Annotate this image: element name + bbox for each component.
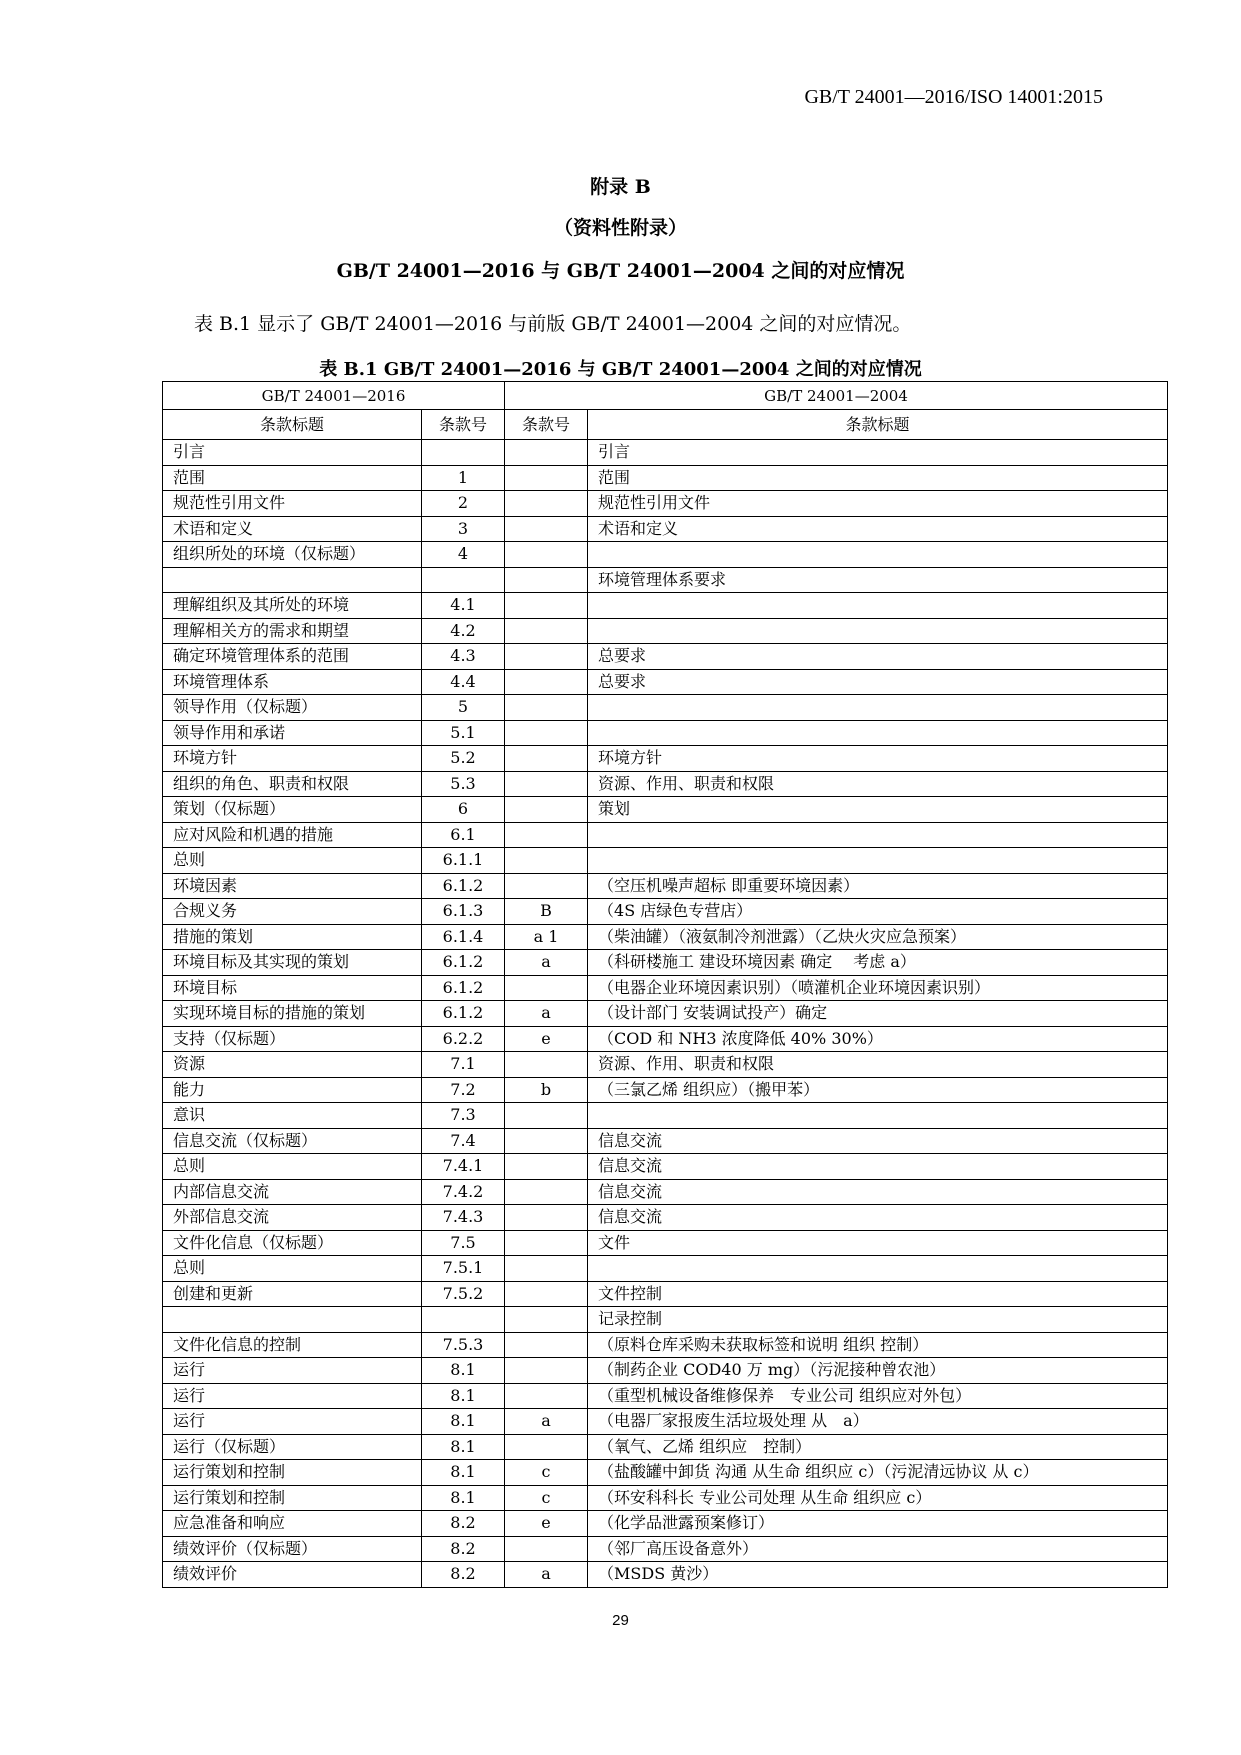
table-row — [163, 1434, 1168, 1460]
new-clause-number: 4.1 — [422, 593, 505, 619]
new-clause-title: 外部信息交流 — [163, 1205, 422, 1231]
old-clause-title: 范围 — [588, 465, 1168, 491]
new-clause-number: 6.1.4 — [422, 924, 505, 950]
old-clause-title: （电器厂家报废生活垃圾处理 从 a） — [588, 1409, 1168, 1435]
old-clause-number — [505, 669, 588, 695]
new-clause-number: 7.5.3 — [422, 1332, 505, 1358]
table-row — [163, 720, 1168, 746]
old-clause-title: 信息交流 — [588, 1128, 1168, 1154]
old-clause-title: （MSDS 黄沙） — [588, 1562, 1168, 1588]
old-clause-number — [505, 1536, 588, 1562]
old-clause-number — [505, 1383, 588, 1409]
table-row — [163, 797, 1168, 823]
old-clause-number — [505, 1434, 588, 1460]
table-row — [163, 924, 1168, 950]
new-clause-title: 应对风险和机遇的措施 — [163, 822, 422, 848]
new-clause-number: 4 — [422, 542, 505, 568]
new-clause-title: 绩效评价 — [163, 1562, 422, 1588]
new-clause-number: 3 — [422, 516, 505, 542]
old-clause-number: a — [505, 1409, 588, 1435]
new-clause-number — [422, 440, 505, 466]
new-clause-title: 措施的策划 — [163, 924, 422, 950]
new-clause-title: 领导作用和承诺 — [163, 720, 422, 746]
old-clause-number — [505, 873, 588, 899]
new-clause-number: 7.5.1 — [422, 1256, 505, 1282]
appendix-title: 附录 B — [590, 176, 651, 198]
old-clause-number: c — [505, 1485, 588, 1511]
col-header-old-number: 条款号 — [505, 410, 588, 440]
new-clause-number: 8.2 — [422, 1562, 505, 1588]
new-clause-title: 支持（仅标题） — [163, 1026, 422, 1052]
new-clause-number: 8.1 — [422, 1383, 505, 1409]
table-row — [163, 1077, 1168, 1103]
old-clause-title: （空压机噪声超标 即重要环境因素） — [588, 873, 1168, 899]
new-clause-title: 组织所处的环境（仅标题） — [163, 542, 422, 568]
old-clause-number — [505, 975, 588, 1001]
old-clause-number: e — [505, 1026, 588, 1052]
old-clause-title: 总要求 — [588, 669, 1168, 695]
old-clause-title: （氧气、乙烯 组织应 控制） — [588, 1434, 1168, 1460]
new-clause-number: 4.4 — [422, 669, 505, 695]
new-clause-title: 意识 — [163, 1103, 422, 1129]
old-clause-title: 引言 — [588, 440, 1168, 466]
table-group-header — [163, 382, 1168, 410]
intro-paragraph: 表 B.1 显示了 GB/T 24001—2016 与前版 GB/T 24001—2004 之间的对应情况。 — [194, 313, 912, 335]
new-clause-number: 7.2 — [422, 1077, 505, 1103]
old-clause-number — [505, 1103, 588, 1129]
old-clause-title: （邻厂高压设备意外） — [588, 1536, 1168, 1562]
new-clause-number: 8.1 — [422, 1485, 505, 1511]
table-row — [163, 848, 1168, 874]
old-clause-number: c — [505, 1460, 588, 1486]
new-clause-title: 引言 — [163, 440, 422, 466]
new-clause-title: 组织的角色、职责和权限 — [163, 771, 422, 797]
new-clause-number: 6.1.1 — [422, 848, 505, 874]
table-row — [163, 873, 1168, 899]
old-clause-title: （电器企业环境因素识别）（喷灌机企业环境因素识别） — [588, 975, 1168, 1001]
table-row — [163, 695, 1168, 721]
old-clause-title: （4S 店绿色专营店） — [588, 899, 1168, 925]
new-clause-title: 资源 — [163, 1052, 422, 1078]
new-clause-title: 范围 — [163, 465, 422, 491]
table-row — [163, 465, 1168, 491]
new-clause-title: 应急准备和响应 — [163, 1511, 422, 1537]
old-clause-number — [505, 1281, 588, 1307]
table-row — [163, 1358, 1168, 1384]
new-clause-title: 确定环境管理体系的范围 — [163, 644, 422, 670]
old-clause-number — [505, 465, 588, 491]
new-clause-title: 总则 — [163, 1154, 422, 1180]
table-row — [163, 1001, 1168, 1027]
old-clause-title — [588, 822, 1168, 848]
table-row — [163, 567, 1168, 593]
old-clause-title: 资源、作用、职责和权限 — [588, 1052, 1168, 1078]
old-clause-number — [505, 542, 588, 568]
old-clause-number — [505, 440, 588, 466]
old-clause-number — [505, 618, 588, 644]
table-row — [163, 1409, 1168, 1435]
old-clause-title: （COD 和 NH3 浓度降低 40% 30%） — [588, 1026, 1168, 1052]
new-clause-number: 4.3 — [422, 644, 505, 670]
old-clause-title — [588, 1256, 1168, 1282]
table-row — [163, 618, 1168, 644]
document-code: GB/T 24001—2016/ISO 14001:2015 — [804, 86, 1103, 108]
new-clause-number: 1 — [422, 465, 505, 491]
table-row — [163, 1128, 1168, 1154]
table-row — [163, 1026, 1168, 1052]
old-clause-number: a — [505, 950, 588, 976]
old-clause-title: 信息交流 — [588, 1154, 1168, 1180]
new-clause-number: 5.3 — [422, 771, 505, 797]
new-clause-title: 运行策划和控制 — [163, 1485, 422, 1511]
table-row — [163, 1485, 1168, 1511]
col-header-new-title: 条款标题 — [163, 410, 422, 440]
old-clause-number — [505, 1256, 588, 1282]
old-clause-title: 文件 — [588, 1230, 1168, 1256]
new-clause-number: 8.1 — [422, 1460, 505, 1486]
table-row — [163, 975, 1168, 1001]
new-clause-title: 运行（仅标题） — [163, 1434, 422, 1460]
old-clause-number — [505, 593, 588, 619]
old-clause-title: 环境方针 — [588, 746, 1168, 772]
old-clause-title: 信息交流 — [588, 1205, 1168, 1231]
old-clause-number — [505, 1332, 588, 1358]
old-clause-title: （设计部门 安装调试投产）确定 — [588, 1001, 1168, 1027]
table-row — [163, 1103, 1168, 1129]
new-clause-number: 5.2 — [422, 746, 505, 772]
table-row — [163, 746, 1168, 772]
old-clause-title — [588, 695, 1168, 721]
old-clause-number — [505, 1154, 588, 1180]
new-clause-number: 6.1.2 — [422, 975, 505, 1001]
old-clause-title: 总要求 — [588, 644, 1168, 670]
new-clause-number: 8.2 — [422, 1536, 505, 1562]
new-clause-number: 8.2 — [422, 1511, 505, 1537]
table-row — [163, 491, 1168, 517]
new-clause-title: 文件化信息的控制 — [163, 1332, 422, 1358]
old-clause-title: （柴油罐）（液氨制冷剂泄露）（乙炔火灾应急预案） — [588, 924, 1168, 950]
table-row — [163, 542, 1168, 568]
old-clause-title: 策划 — [588, 797, 1168, 823]
table-row — [163, 1307, 1168, 1333]
group-header-new: GB/T 24001—2016 — [163, 382, 505, 410]
old-clause-number — [505, 848, 588, 874]
table-row — [163, 1460, 1168, 1486]
new-clause-title: 能力 — [163, 1077, 422, 1103]
new-clause-title: 术语和定义 — [163, 516, 422, 542]
new-clause-number: 6.1.2 — [422, 950, 505, 976]
new-clause-number: 8.1 — [422, 1409, 505, 1435]
group-header-old: GB/T 24001—2004 — [505, 382, 1168, 410]
new-clause-title: 环境管理体系 — [163, 669, 422, 695]
new-clause-number: 7.4.3 — [422, 1205, 505, 1231]
old-clause-number — [505, 695, 588, 721]
new-clause-number — [422, 1307, 505, 1333]
table-row — [163, 593, 1168, 619]
new-clause-number — [422, 567, 505, 593]
correspondence-table — [162, 381, 1168, 1588]
old-clause-number — [505, 1205, 588, 1231]
old-clause-number: B — [505, 899, 588, 925]
new-clause-title: 绩效评价（仅标题） — [163, 1536, 422, 1562]
old-clause-number — [505, 746, 588, 772]
new-clause-number: 7.4.2 — [422, 1179, 505, 1205]
table-row — [163, 1179, 1168, 1205]
old-clause-title: （科研楼施工 建设环境因素 确定 考虑 a） — [588, 950, 1168, 976]
old-clause-title — [588, 848, 1168, 874]
new-clause-title: 环境方针 — [163, 746, 422, 772]
appendix-heading: GB/T 24001—2016 与 GB/T 24001—2004 之间的对应情况 — [336, 260, 905, 282]
old-clause-title — [588, 720, 1168, 746]
new-clause-title: 运行 — [163, 1358, 422, 1384]
table-row — [163, 1281, 1168, 1307]
new-clause-number: 8.1 — [422, 1358, 505, 1384]
old-clause-number — [505, 516, 588, 542]
old-clause-title: 记录控制 — [588, 1307, 1168, 1333]
new-clause-title — [163, 1307, 422, 1333]
table-row — [163, 1154, 1168, 1180]
table-row — [163, 950, 1168, 976]
appendix-type: （资料性附录） — [553, 217, 687, 239]
new-clause-number: 5 — [422, 695, 505, 721]
table-row — [163, 1256, 1168, 1282]
old-clause-number — [505, 1307, 588, 1333]
old-clause-title: （盐酸罐中卸货 沟通 从生命 组织应 c）（污泥清远协议 从 c） — [588, 1460, 1168, 1486]
new-clause-number: 8.1 — [422, 1434, 505, 1460]
old-clause-title — [588, 1103, 1168, 1129]
new-clause-number: 2 — [422, 491, 505, 517]
new-clause-title: 实现环境目标的措施的策划 — [163, 1001, 422, 1027]
new-clause-title — [163, 567, 422, 593]
old-clause-title: （制药企业 COD40 万 mg）（污泥接种曾农池） — [588, 1358, 1168, 1384]
new-clause-number: 7.3 — [422, 1103, 505, 1129]
old-clause-title — [588, 542, 1168, 568]
old-clause-number — [505, 644, 588, 670]
old-clause-number — [505, 1052, 588, 1078]
old-clause-number — [505, 771, 588, 797]
old-clause-number — [505, 491, 588, 517]
new-clause-title: 运行策划和控制 — [163, 1460, 422, 1486]
new-clause-number: 6.1 — [422, 822, 505, 848]
old-clause-number — [505, 1179, 588, 1205]
old-clause-title: 规范性引用文件 — [588, 491, 1168, 517]
old-clause-title: 资源、作用、职责和权限 — [588, 771, 1168, 797]
table-column-header — [163, 410, 1168, 440]
old-clause-title: 文件控制 — [588, 1281, 1168, 1307]
old-clause-number: b — [505, 1077, 588, 1103]
new-clause-number: 4.2 — [422, 618, 505, 644]
old-clause-number — [505, 1358, 588, 1384]
new-clause-title: 环境目标及其实现的策划 — [163, 950, 422, 976]
table-row — [163, 669, 1168, 695]
col-header-old-title: 条款标题 — [588, 410, 1168, 440]
table-row — [163, 1205, 1168, 1231]
new-clause-number: 6.1.3 — [422, 899, 505, 925]
old-clause-number — [505, 1230, 588, 1256]
new-clause-title: 理解组织及其所处的环境 — [163, 593, 422, 619]
table-row — [163, 1332, 1168, 1358]
new-clause-number: 7.5.2 — [422, 1281, 505, 1307]
old-clause-number: a 1 — [505, 924, 588, 950]
new-clause-number: 6.1.2 — [422, 1001, 505, 1027]
table-row — [163, 1052, 1168, 1078]
new-clause-number: 7.5 — [422, 1230, 505, 1256]
old-clause-title — [588, 593, 1168, 619]
old-clause-title: （化学品泄露预案修订） — [588, 1511, 1168, 1537]
old-clause-title: 术语和定义 — [588, 516, 1168, 542]
old-clause-title: 环境管理体系要求 — [588, 567, 1168, 593]
old-clause-title: （原料仓库采购未获取标签和说明 组织 控制） — [588, 1332, 1168, 1358]
new-clause-title: 内部信息交流 — [163, 1179, 422, 1205]
old-clause-title: （重型机械设备维修保养 专业公司 组织应对外包） — [588, 1383, 1168, 1409]
page-number: 29 — [612, 1612, 629, 1629]
new-clause-title: 环境因素 — [163, 873, 422, 899]
old-clause-number — [505, 822, 588, 848]
new-clause-title: 策划（仅标题） — [163, 797, 422, 823]
old-clause-number: a — [505, 1562, 588, 1588]
old-clause-number — [505, 720, 588, 746]
old-clause-number: a — [505, 1001, 588, 1027]
new-clause-number: 6.1.2 — [422, 873, 505, 899]
old-clause-title — [588, 618, 1168, 644]
old-clause-number — [505, 1128, 588, 1154]
new-clause-title: 总则 — [163, 1256, 422, 1282]
new-clause-number: 7.4 — [422, 1128, 505, 1154]
table-row — [163, 1562, 1168, 1588]
table-row — [163, 516, 1168, 542]
table-row — [163, 1230, 1168, 1256]
new-clause-title: 运行 — [163, 1409, 422, 1435]
table-row — [163, 1511, 1168, 1537]
old-clause-title: （三氯乙烯 组织应）（搬甲苯） — [588, 1077, 1168, 1103]
new-clause-title: 合规义务 — [163, 899, 422, 925]
new-clause-title: 创建和更新 — [163, 1281, 422, 1307]
new-clause-title: 领导作用（仅标题） — [163, 695, 422, 721]
table-row — [163, 1536, 1168, 1562]
new-clause-title: 运行 — [163, 1383, 422, 1409]
new-clause-number: 6 — [422, 797, 505, 823]
table-row — [163, 822, 1168, 848]
new-clause-number: 5.1 — [422, 720, 505, 746]
new-clause-title: 规范性引用文件 — [163, 491, 422, 517]
new-clause-number: 7.4.1 — [422, 1154, 505, 1180]
col-header-new-number: 条款号 — [422, 410, 505, 440]
table-row — [163, 1383, 1168, 1409]
table-row — [163, 771, 1168, 797]
old-clause-number: e — [505, 1511, 588, 1537]
new-clause-number: 7.1 — [422, 1052, 505, 1078]
table-row — [163, 899, 1168, 925]
table-row — [163, 644, 1168, 670]
new-clause-title: 信息交流（仅标题） — [163, 1128, 422, 1154]
old-clause-title: 信息交流 — [588, 1179, 1168, 1205]
new-clause-title: 理解相关方的需求和期望 — [163, 618, 422, 644]
table-caption: 表 B.1 GB/T 24001—2016 与 GB/T 24001—2004 之间的对应情况 — [319, 359, 922, 380]
new-clause-title: 环境目标 — [163, 975, 422, 1001]
old-clause-title: （环安科科长 专业公司处理 从生命 组织应 c） — [588, 1485, 1168, 1511]
table-row — [163, 440, 1168, 466]
new-clause-number: 6.2.2 — [422, 1026, 505, 1052]
new-clause-title: 总则 — [163, 848, 422, 874]
old-clause-number — [505, 797, 588, 823]
old-clause-number — [505, 567, 588, 593]
new-clause-title: 文件化信息（仅标题） — [163, 1230, 422, 1256]
